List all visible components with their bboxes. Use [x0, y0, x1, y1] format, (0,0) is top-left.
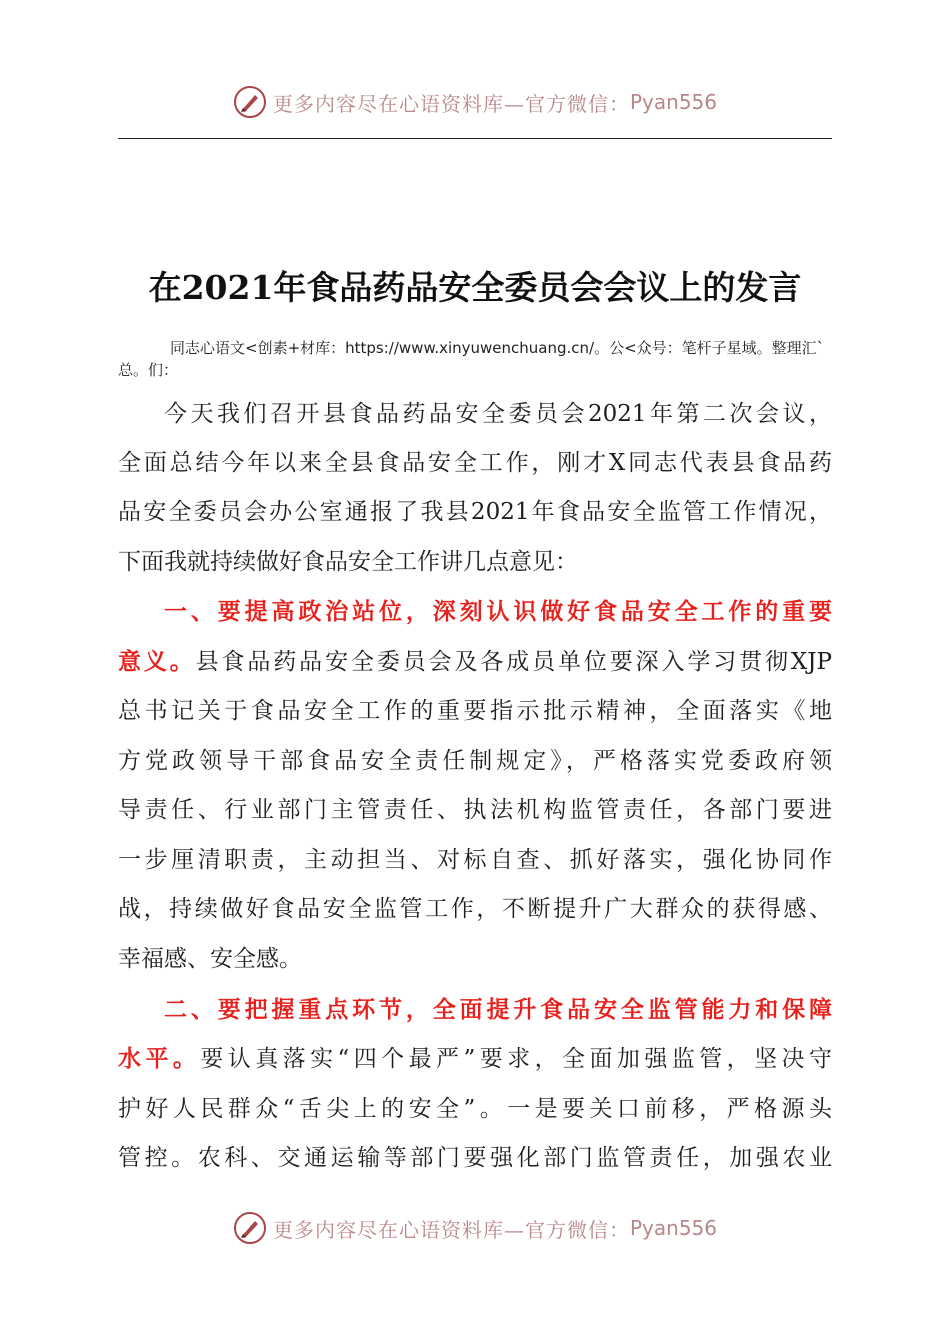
paragraph-text: 要认真落实“四个最严”要求，全面加强监管，坚决守	[200, 1046, 832, 1072]
banner-handle: Pyan556	[629, 1216, 717, 1240]
section-heading: 一、要提高政治站位，深刻认识做好食品安全工作的重要	[164, 599, 832, 625]
paragraph-line: 导责任、行业部门主管责任、执法机构监管责任，各部门要进	[118, 797, 832, 823]
section-heading: 二、要把握重点环节，全面提升食品安全监管能力和保障	[164, 997, 832, 1023]
pen-logo-icon	[233, 85, 267, 119]
header-divider	[118, 138, 832, 139]
header-banner	[0, 82, 950, 122]
paragraph-line: 战，持续做好食品安全监管工作，不断提升广大群众的获得感、	[118, 896, 832, 922]
banner-text: 更多内容尽在心语资料库—官方微信：	[272, 91, 630, 116]
paragraph-line: 管控。农科、交通运输等部门要强化部门监管责任，加强农业	[118, 1145, 832, 1171]
banner-handle: Pyan556	[629, 90, 717, 114]
pen-logo-icon	[233, 1211, 267, 1245]
paragraph-text: 县食品药品安全委员会及各成员单位要深入学习贯彻XJP	[195, 649, 833, 675]
paragraph-line: 全面总结今年以来全县食品安全工作，刚才X同志代表县食品药	[118, 450, 832, 476]
paragraph-line: 方党政领导干部食品安全责任制规定》，严格落实党委政府领	[118, 748, 832, 774]
footer-banner	[0, 1208, 950, 1248]
paragraph-line: 今天我们召开县食品药品安全委员会2021年第二次会议，	[164, 401, 832, 427]
paragraph-line: 品安全委员会办公室通报了我县2021年食品安全监管工作情况，	[118, 499, 832, 525]
source-note: 同志心语文<创素+材库：https://www.xinyuwenchuang.cn/。公<众号：笔杆子星域。整理汇`总。们：	[118, 339, 825, 379]
document-title: 在2021年食品药品安全委员会会议上的发言	[148, 268, 802, 307]
paragraph-line	[118, 1043, 832, 1075]
paragraph-line: 幸福感、安全感。	[118, 946, 302, 972]
banner-text: 更多内容尽在心语资料库—官方微信：	[272, 1217, 630, 1242]
paragraph-line: 总书记关于食品安全工作的重要指示批示精神，全面落实《地	[118, 698, 832, 724]
section-heading-end: 意义。	[118, 649, 196, 675]
paragraph-line: 下面我就持续做好食品安全工作讲几点意见：	[118, 549, 578, 575]
paragraph-line	[118, 646, 832, 678]
paragraph-line: 护好人民群众“舌尖上的安全”。一是要关口前移，严格源头	[118, 1096, 832, 1122]
section-heading-end: 水平。	[118, 1046, 201, 1072]
paragraph-line: 一步厘清职责，主动担当、对标自查、抓好落实，强化协同作	[118, 847, 832, 873]
